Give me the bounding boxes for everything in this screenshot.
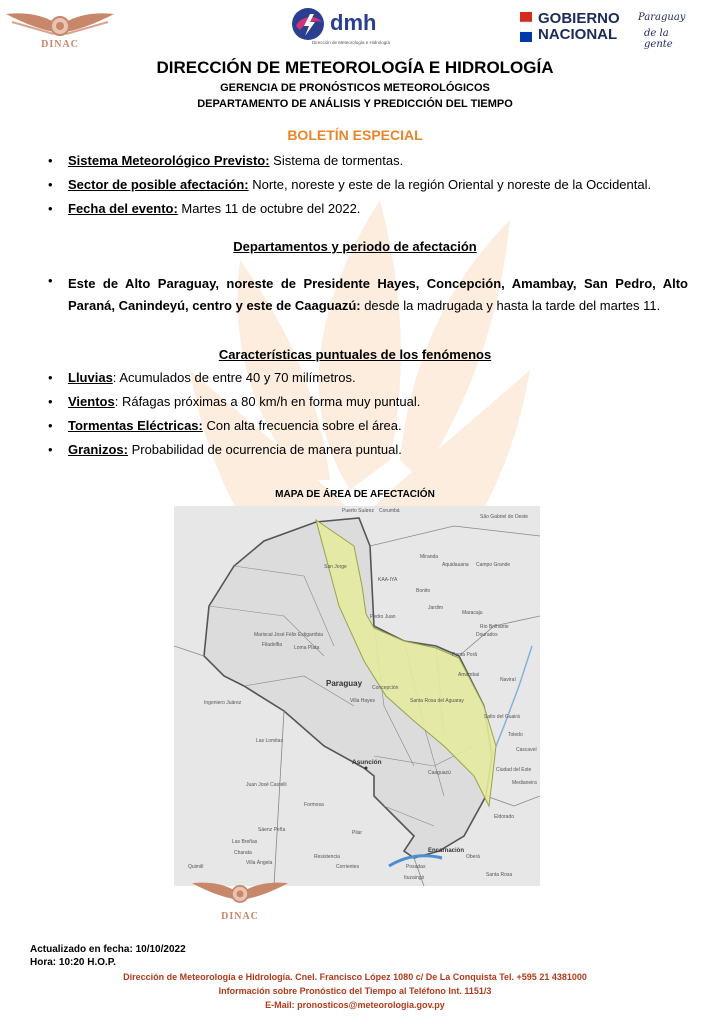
updated-hour: Hora: 10:20 H.O.P. [30, 957, 116, 968]
map-label: Salto del Guairá [484, 714, 520, 720]
dmh-logo-text: dmh [330, 10, 377, 35]
gobierno-nacional-logo [520, 10, 700, 48]
map-label: Oberá [466, 854, 480, 860]
info-label: Sector de posible afectación: [68, 177, 249, 192]
map-label: Medianeira [512, 780, 537, 786]
map-label: Ituzaingó [404, 875, 425, 881]
dinac-logo [4, 8, 116, 54]
info-value: Martes 11 de octubre del 2022. [177, 201, 361, 216]
departments-heading: Departamentos y periodo de afectación [233, 239, 477, 254]
departments-period: desde la madrugada y hasta la tarde del martes 11. [360, 298, 661, 313]
map-label: Aquidauana [442, 562, 469, 568]
info-value: Sistema de tormentas. [269, 153, 404, 168]
phenomenon-label: Lluvias [68, 370, 113, 385]
map-title: MAPA DE ÁREA DE AFECTACIÓN [275, 489, 435, 500]
map-label: Loma Plata [294, 645, 320, 651]
bullet: • [48, 273, 53, 288]
dinac-wings-icon [4, 8, 116, 42]
map-label: São Gabriel do Oeste [480, 514, 529, 520]
flag-icon [520, 12, 532, 42]
map-label-encarnacion: Encarnación [428, 848, 465, 854]
map-label: Bonito [416, 588, 431, 594]
map-label: Amambai [458, 672, 480, 678]
map-label: Pilar [352, 830, 363, 836]
map-label: Naviraí [500, 677, 516, 683]
map-label: Puerto Suárez [342, 508, 374, 514]
bullet: • [48, 201, 53, 216]
bulletin-title: BOLETÍN ESPECIAL [287, 127, 423, 143]
bullet: • [48, 177, 53, 192]
subtitle-departamento: DEPARTAMENTO DE ANÁLISIS Y PREDICCIÓN DEL TIEMPO [197, 98, 513, 110]
map-label: Filadelfia [262, 642, 283, 648]
map-label: Jardim [428, 605, 444, 611]
phenomenon-label: Tormentas Eléctricas: [68, 418, 203, 433]
map-label: Ponta Porã [452, 652, 478, 658]
map-label: Campo Grande [476, 562, 511, 568]
map-label: Resistencia [314, 854, 340, 860]
map-label: Pedro Juan [370, 614, 396, 620]
map-label: Posadas [406, 864, 426, 870]
bullet: • [48, 442, 53, 457]
map-label: Juan José Castelli [246, 782, 287, 788]
affected-area-map [174, 506, 540, 886]
map-label: Corrientes [336, 864, 360, 870]
map-label: Corumbá [379, 508, 400, 514]
map-svg [174, 506, 540, 886]
phenomenon-value: Ráfagas próximas a 80 km/h en forma muy puntual. [118, 394, 421, 409]
map-label: Santa Rosa del Aguaray [410, 698, 464, 704]
map-label: Sáenz Peña [258, 827, 286, 833]
footer-email[interactable]: E-Mail: pronosticos@meteorologia.gov.py [265, 1000, 445, 1010]
map-label: Formosa [304, 802, 324, 808]
dmh-logo [290, 6, 400, 50]
info-label: Sistema Meteorológico Previsto: [68, 153, 270, 168]
map-label: Caaguazú [428, 770, 451, 776]
info-value: Norte, noreste y este de la región Oriental y noreste de la Occidental. [248, 177, 652, 192]
map-label: Mariscal José Félix Estigarribia [254, 632, 323, 638]
paraguay-slogan-2: de la gente [644, 28, 673, 50]
bullet: • [48, 153, 53, 168]
dmh-logo-subtext: Dirección de Meteorología e Hidrología [312, 40, 391, 45]
footer-address: Dirección de Meteorología e Hidrología. Cnel. Francisco López 1080 c/ De La Conquista Tel. +595 21 4381000 [123, 972, 587, 982]
departments-list: Este de Alto Paraguay, noreste de Presidente Hayes, Concepción, Amambay, San Pedro, Alto Paraná, Canindeyú, centro y este de Caaguazú: [68, 276, 688, 313]
map-label: Concepción [372, 685, 399, 691]
nacional-text: NACIONAL [538, 26, 618, 43]
phenomenon-label: Vientos [68, 394, 115, 409]
map-label: Charata [234, 850, 252, 856]
map-label: Ciudad del Este [496, 767, 532, 773]
bullet: • [48, 370, 53, 385]
dinac-logo-text: DINAC [41, 39, 79, 50]
map-label: Villa Hayes [350, 698, 375, 704]
dmh-storm-icon [290, 6, 326, 42]
subtitle-gerencia: GERENCIA DE PRONÓSTICOS METEOROLÓGICOS [220, 82, 490, 94]
phenomenon-sep: : [114, 394, 119, 409]
gobierno-text: GOBIERNO [538, 10, 620, 27]
map-label: Eldorado [494, 814, 515, 820]
phenomena-heading: Características puntuales de los fenómenos [218, 347, 492, 362]
map-label: Las Lomitas [256, 738, 283, 744]
phenomenon-value: Probabilidad de ocurrencia de manera puntual. [127, 442, 402, 457]
map-label: Maracaju [462, 610, 483, 616]
map-label: Dourados [476, 632, 498, 638]
map-label: Las Breñas [232, 839, 258, 845]
phenomenon-value: Acumulados de entre 40 y 70 milímetros. [116, 370, 356, 385]
dinac-logo-text: DINAC [221, 911, 259, 922]
map-label: Miranda [420, 554, 439, 560]
map-label: Quimilí [188, 864, 204, 870]
map-label: Toledo [508, 732, 523, 738]
map-label: KAA-IYA [378, 577, 398, 583]
updated-date: Actualizado en fecha: 10/10/2022 [30, 944, 186, 955]
map-label: Rio Brilhante [480, 624, 509, 630]
map-label: Santa Rosa [486, 872, 513, 878]
map-label: Cascavel [516, 747, 537, 753]
phenomenon-sep: : [112, 370, 117, 385]
dinac-logo-bottom [190, 876, 290, 926]
bullet: • [48, 394, 53, 409]
bullet: • [48, 418, 53, 433]
map-label: San Jorge [324, 564, 347, 570]
dinac-wings-icon [190, 876, 290, 910]
phenomenon-value: Con alta frecuencia sobre el área. [202, 418, 402, 433]
phenomenon-label: Granizos: [68, 442, 128, 457]
map-label-paraguay: Paraguay [326, 679, 363, 688]
map-label: Ingeniero Juárez [204, 700, 242, 706]
map-label: Villa Ángela [246, 860, 273, 866]
footer-phone: Información sobre Pronóstico del Tiempo al Teléfono Int. 1151/3 [218, 986, 492, 996]
paraguay-slogan-1: Paraguay [638, 12, 686, 23]
main-title: DIRECCIÓN DE METEOROLOGÍA E HIDROLOGÍA [156, 58, 554, 77]
info-label: Fecha del evento: [68, 201, 178, 216]
map-label-asuncion: Asunción [352, 759, 382, 766]
